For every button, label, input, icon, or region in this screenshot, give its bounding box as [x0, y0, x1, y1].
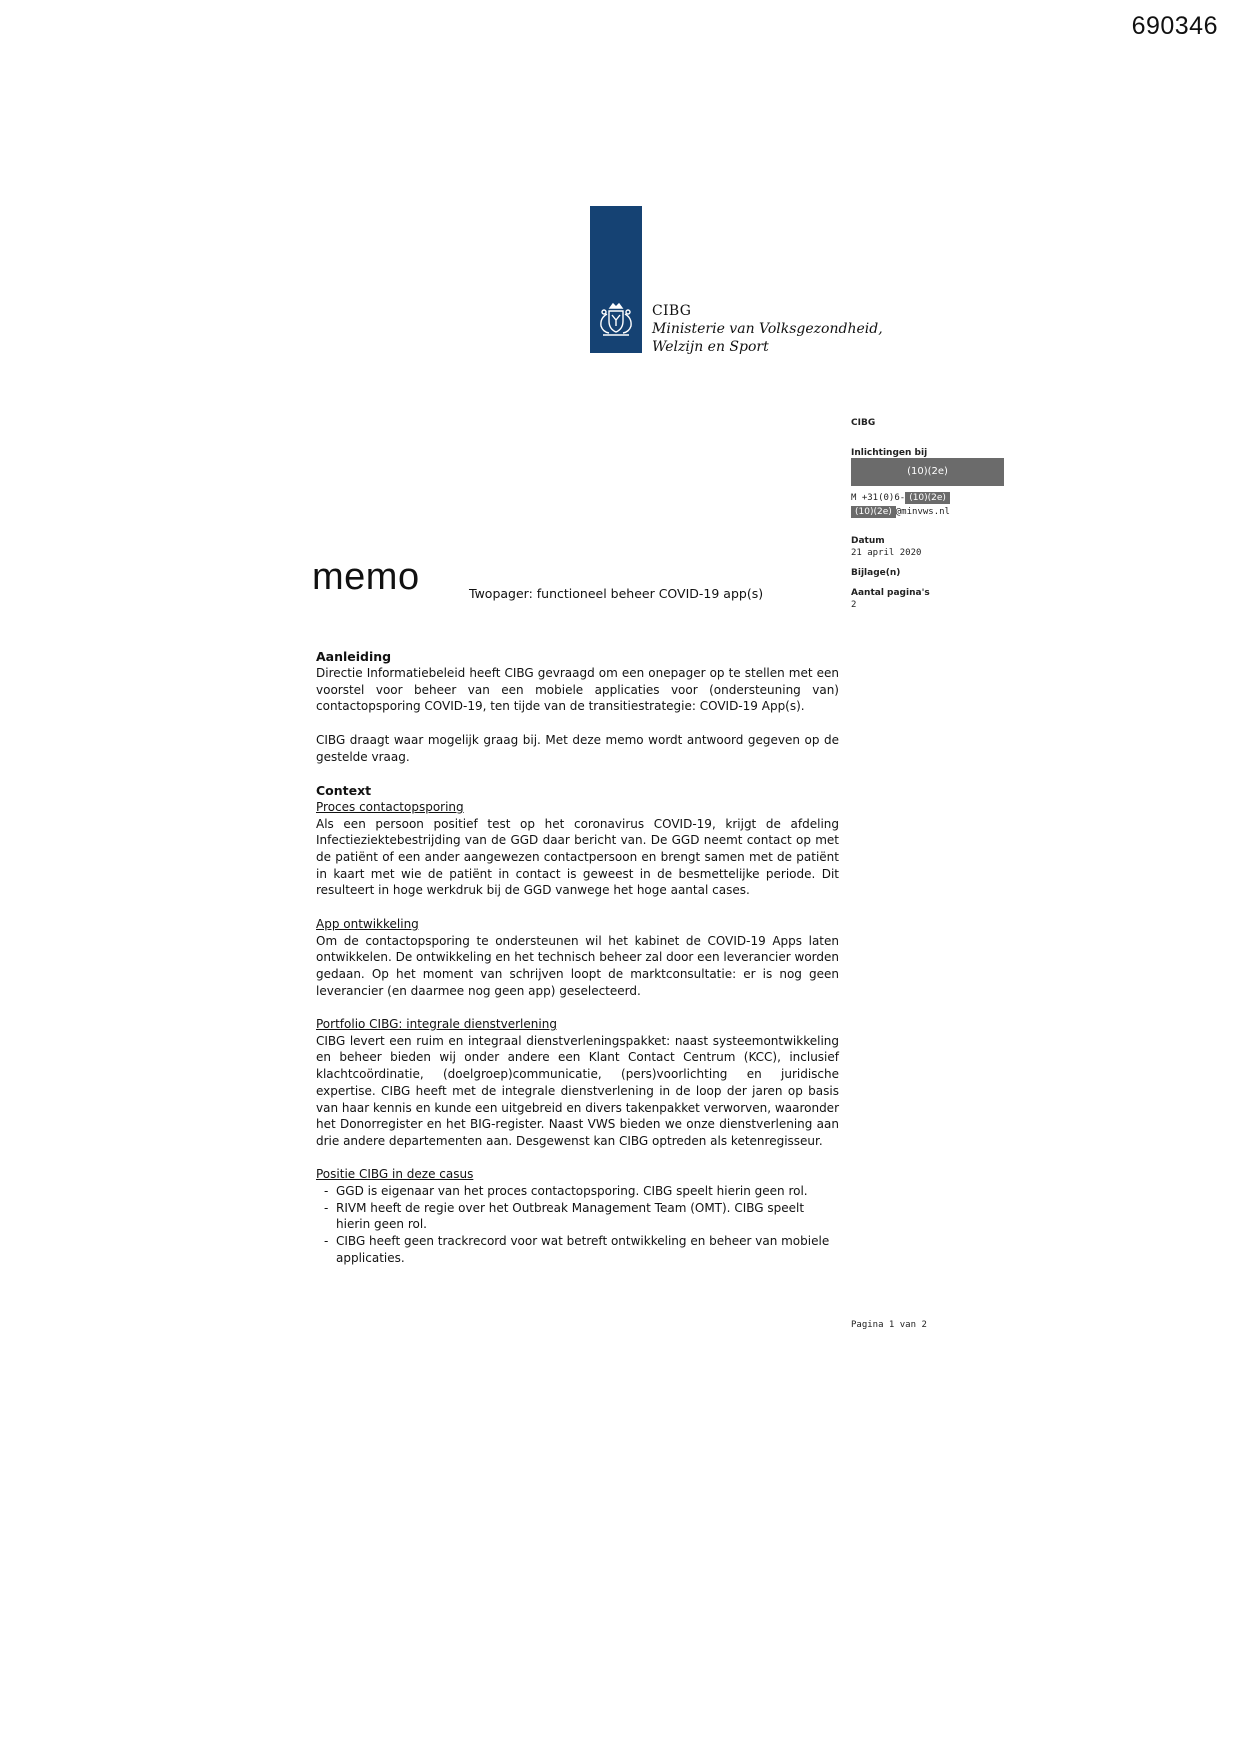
memo-sidebar	[851, 418, 1011, 610]
email-suffix: @minvws.nl	[895, 507, 950, 517]
logo-ministry-line-1: Ministerie van Volksgezondheid,	[652, 321, 883, 337]
sidebar-contact-label: Inlichtingen bij	[851, 448, 928, 458]
redacted-contact-name: (10)(2e)	[851, 458, 1004, 486]
section-title-aanleiding: Aanleiding	[316, 649, 392, 664]
logo-org-name: CIBG	[652, 303, 692, 319]
sidebar-pages-value: 2	[851, 600, 857, 610]
subsection-title-proces: Proces contactopsporing	[316, 799, 464, 814]
page-number: Pagina 1 van 2	[851, 1320, 927, 1330]
aanleiding-paragraph-1: Directie Informatiebeleid heeft CIBG gevraagd om een onepager op te stellen met een voorstel voor beheer van een mobiele applicaties voor (ondersteuning van) contactopsporing COVID-19, ten tijde van de transitiestrategie: COVID-19 App(s).	[316, 666, 839, 714]
app-paragraph: Om de contactopsporing te ondersteunen wil het kabinet de COVID-19 Apps laten ontwikkelen. De ontwikkeling en het technisch beheer zal door een leverancier worden gedaan. Op het moment van schrijven loopt de marktconsultatie: er is nog geen leverancier (en daarmee nog geen app) geselecteerd.	[316, 933, 840, 998]
section-title-context: Context	[316, 782, 372, 798]
subsection-title-portfolio: Portfolio CIBG: integrale dienstverlening	[316, 1017, 557, 1031]
list-item: - GGD is eigenaar van het proces contactopsporing. CIBG speelt hierin geen rol.	[324, 1183, 839, 1200]
sidebar-phone	[851, 492, 1011, 504]
list-item: - CIBG heeft geen trackrecord voor wat betreft ontwikkeling en beheer van mobiele applicaties.	[324, 1233, 839, 1266]
memo-title: memo	[312, 556, 420, 598]
proces-paragraph: Als een persoon positief test op het coronavirus COVID-19, krijgt de afdeling Infectieziektebestrijding van de GGD daar bericht van. De GGD neemt contact op met de patiënt of een ander aangewezen contactpersoon en brengt samen met de patiënt in kaart met wie de patiënt in contact is geweest in de besmettelijke periode. Dit resulteert in hoge werkdruk bij de GGD vanwege het hoge aantal cases.	[316, 816, 839, 898]
sidebar-org: CIBG	[851, 418, 876, 428]
list-item: - RIVM heeft de regie over het Outbreak Management Team (OMT). CIBG speelt hierin geen rol.	[324, 1200, 839, 1233]
aanleiding-paragraph-2: CIBG draagt waar mogelijk graag bij. Met deze memo wordt antwoord gegeven op de gestelde vraag.	[316, 732, 839, 764]
redacted-email: (10)(2e)	[851, 506, 896, 518]
memo-subject: Twopager: functioneel beheer COVID-19 app(s)	[469, 586, 764, 601]
ministry-logo-text	[652, 301, 883, 356]
document-id: 690346	[1131, 12, 1218, 40]
memo-body	[316, 648, 839, 1267]
sidebar-attachments-label: Bijlage(n)	[851, 568, 901, 578]
portfolio-paragraph: CIBG levert een ruim en integraal dienstverleningspakket: naast systeemontwikkeling en beheer bieden wij onder andere een Klant Contact Centrum (KCC), inclusief klachtcoördinatie, (doelgroep)communicatie, (pers)voorlichting en juridische expertise. CIBG heeft met de integrale dienstverlening in de loop der jaren op basis van haar kennis en kunde een uitgebreid en divers takenpakket verworven, waaronder het Donorregister en het BIG-register. Naast VWS bieden we onze dienstverlening aan drie andere departementen aan. Desgewenst kan CIBG optreden als ketenregisseur.	[316, 1033, 839, 1148]
subsection-title-positie: Positie CIBG in deze casus	[316, 1167, 474, 1182]
logo-ministry-line-2: Welzijn en Sport	[652, 339, 769, 355]
sidebar-date-value: 21 april 2020	[851, 548, 922, 558]
ministry-logo-bar	[590, 206, 642, 353]
sidebar-email	[851, 506, 1011, 518]
subsection-title-app: App ontwikkeling	[316, 916, 419, 931]
sidebar-date-label: Datum	[851, 536, 885, 546]
sidebar-pages-label: Aantal pagina's	[851, 588, 930, 598]
royal-crest-icon	[594, 298, 638, 342]
redacted-phone: (10)(2e)	[905, 492, 950, 504]
phone-prefix: M +31(0)6-	[851, 493, 906, 503]
positie-list	[316, 1183, 839, 1267]
